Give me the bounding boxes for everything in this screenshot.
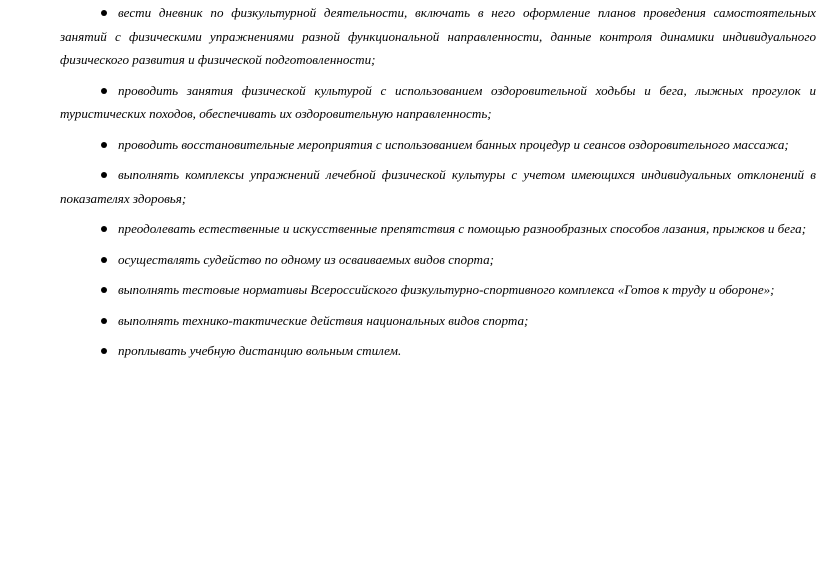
bullet-list — [60, 1, 816, 370]
bullet-icon — [101, 226, 107, 232]
bullet-icon — [101, 142, 107, 148]
list-item-text: выполнять тестовые нормативы Всероссийского физкультурно-спортивного комплекса «Готов к труду и обороне»; — [118, 282, 775, 297]
list-item — [60, 79, 816, 126]
list-item-text: выполнять технико-тактические действия национальных видов спорта; — [118, 312, 529, 328]
list-item-text: проводить восстановительные мероприятия с использованием банных процедур и сеансов оздоровительного массажа; — [118, 136, 789, 152]
list-item — [60, 278, 816, 302]
bullet-icon — [101, 318, 107, 324]
bullet-icon — [101, 88, 107, 94]
list-item-text: осуществлять судейство по одному из осваиваемых видов спорта; — [118, 251, 495, 267]
bullet-icon — [101, 257, 107, 263]
list-item — [60, 217, 816, 241]
list-item — [60, 1, 816, 72]
list-item-text: проводить занятия физической культурой с использованием оздоровительной ходьбы и бега, лыжных прогулок и туристических походов, обеспечивать их оздоровительную направленность; — [60, 82, 816, 121]
bullet-icon — [101, 10, 107, 16]
bullet-icon — [101, 172, 107, 178]
bullet-icon — [101, 348, 107, 354]
list-item-text: преодолевать естественные и искусственные препятствия с помощью разнообразных способов лазания, прыжков и бега; — [118, 221, 807, 236]
list-item — [60, 133, 816, 157]
list-item — [60, 339, 816, 363]
list-item-text: вести дневник по физкультурной деятельности, включать в него оформление планов проведения самостоятельных занятий с физическими упражнениями разной функциональной направленности, данные контроля динамики индивидуального физического развития и физической подготовленности; — [60, 5, 816, 67]
list-item-text: выполнять комплексы упражнений лечебной физической культуры с учетом имеющихся индивидуальных отклонений в показателях здоровья; — [60, 167, 816, 206]
list-item — [60, 248, 816, 272]
list-item-text: проплывать учебную дистанцию вольным стилем. — [118, 343, 402, 358]
list-item — [60, 309, 816, 333]
bullet-icon — [101, 287, 107, 293]
list-item — [60, 163, 816, 210]
